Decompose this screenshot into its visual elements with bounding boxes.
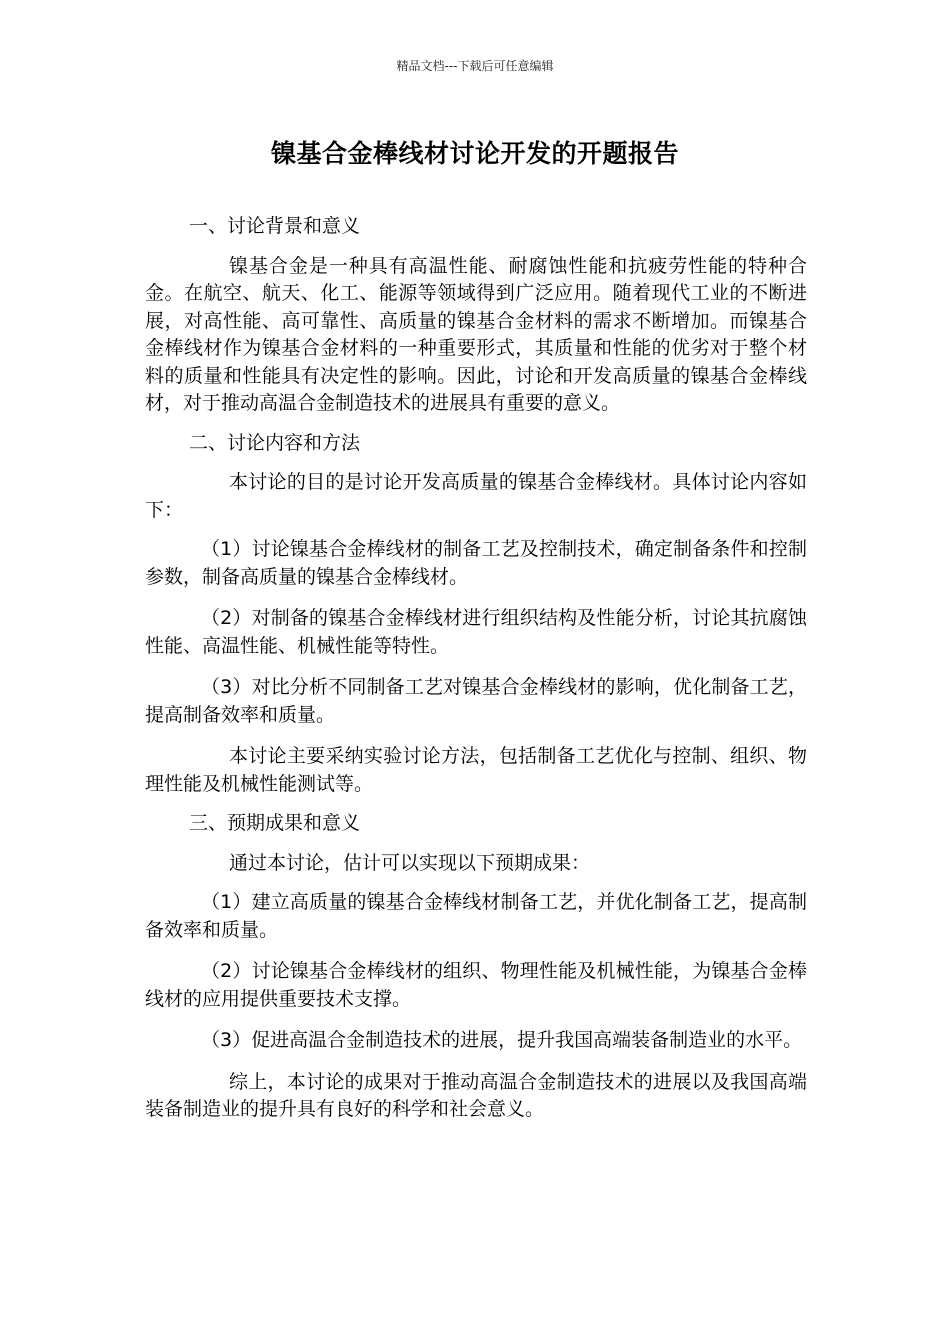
section-heading-content-method: 二、讨论内容和方法 <box>189 431 361 454</box>
section-heading-background: 一、讨论背景和意义 <box>189 215 361 237</box>
list-item: （3）对比分析不同制备工艺对镍基合金棒线材的影响，优化制备工艺，提高制备效率和质量。 <box>145 676 807 726</box>
paragraph-conclusion: 综上，本讨论的成果对于推动高温合金制造技术的进展以及我国高端装备制造业的提升具有良好的科学和社会意义。 <box>145 1070 807 1120</box>
list-item: （2）讨论镍基合金棒线材的组织、物理性能及机械性能，为镍基合金棒线材的应用提供重要技术支撑。 <box>145 960 807 1010</box>
section-heading-expected-results: 三、预期成果和意义 <box>189 812 361 834</box>
header-note: 精品文档---下载后可任意编辑 <box>396 59 554 73</box>
list-item: （1）建立高质量的镍基合金棒线材制备工艺，并优化制备工艺，提高制备效率和质量。 <box>145 891 807 941</box>
document-title: 镍基合金棒线材讨论开发的开题报告 <box>270 139 679 168</box>
paragraph-background: 镍基合金是一种具有高温性能、耐腐蚀性能和抗疲劳性能的特种合金。在航空、航天、化工、能源等领域得到广泛应用。随着现代工业的不断进展，对高性能、高可靠性、高质量的镍基合金材料的需求不断增加。而镍基合金棒线材作为镍基合金材料的一种重要形式，其质量和性能的优劣对于整个材料的质量和性能具有决定性的影响。因此，讨论和开发高质量的镍基合金棒线材，对于推动高温合金制造技术的进展具有重要的意义。 <box>145 254 807 414</box>
list-item: （1）讨论镍基合金棒线材的制备工艺及控制技术，确定制备条件和控制参数，制备高质量的镍基合金棒线材。 <box>145 538 807 588</box>
paragraph-method: 本讨论主要采纳实验讨论方法，包括制备工艺优化与控制、组织、物理性能及机械性能测试等。 <box>145 745 807 795</box>
paragraph-purpose: 本讨论的目的是讨论开发高质量的镍基合金棒线材。具体讨论内容如下： <box>145 471 807 521</box>
list-item: （2）对制备的镍基合金棒线材进行组织结构及性能分析，讨论其抗腐蚀性能、高温性能、机械性能等特性。 <box>145 607 807 657</box>
document-body <box>145 213 807 1136</box>
paragraph-expected-intro: 通过本讨论，估计可以实现以下预期成果： <box>229 851 591 874</box>
list-item: （3）促进高温合金制造技术的进展，提升我国高端装备制造业的水平。 <box>201 1029 803 1051</box>
